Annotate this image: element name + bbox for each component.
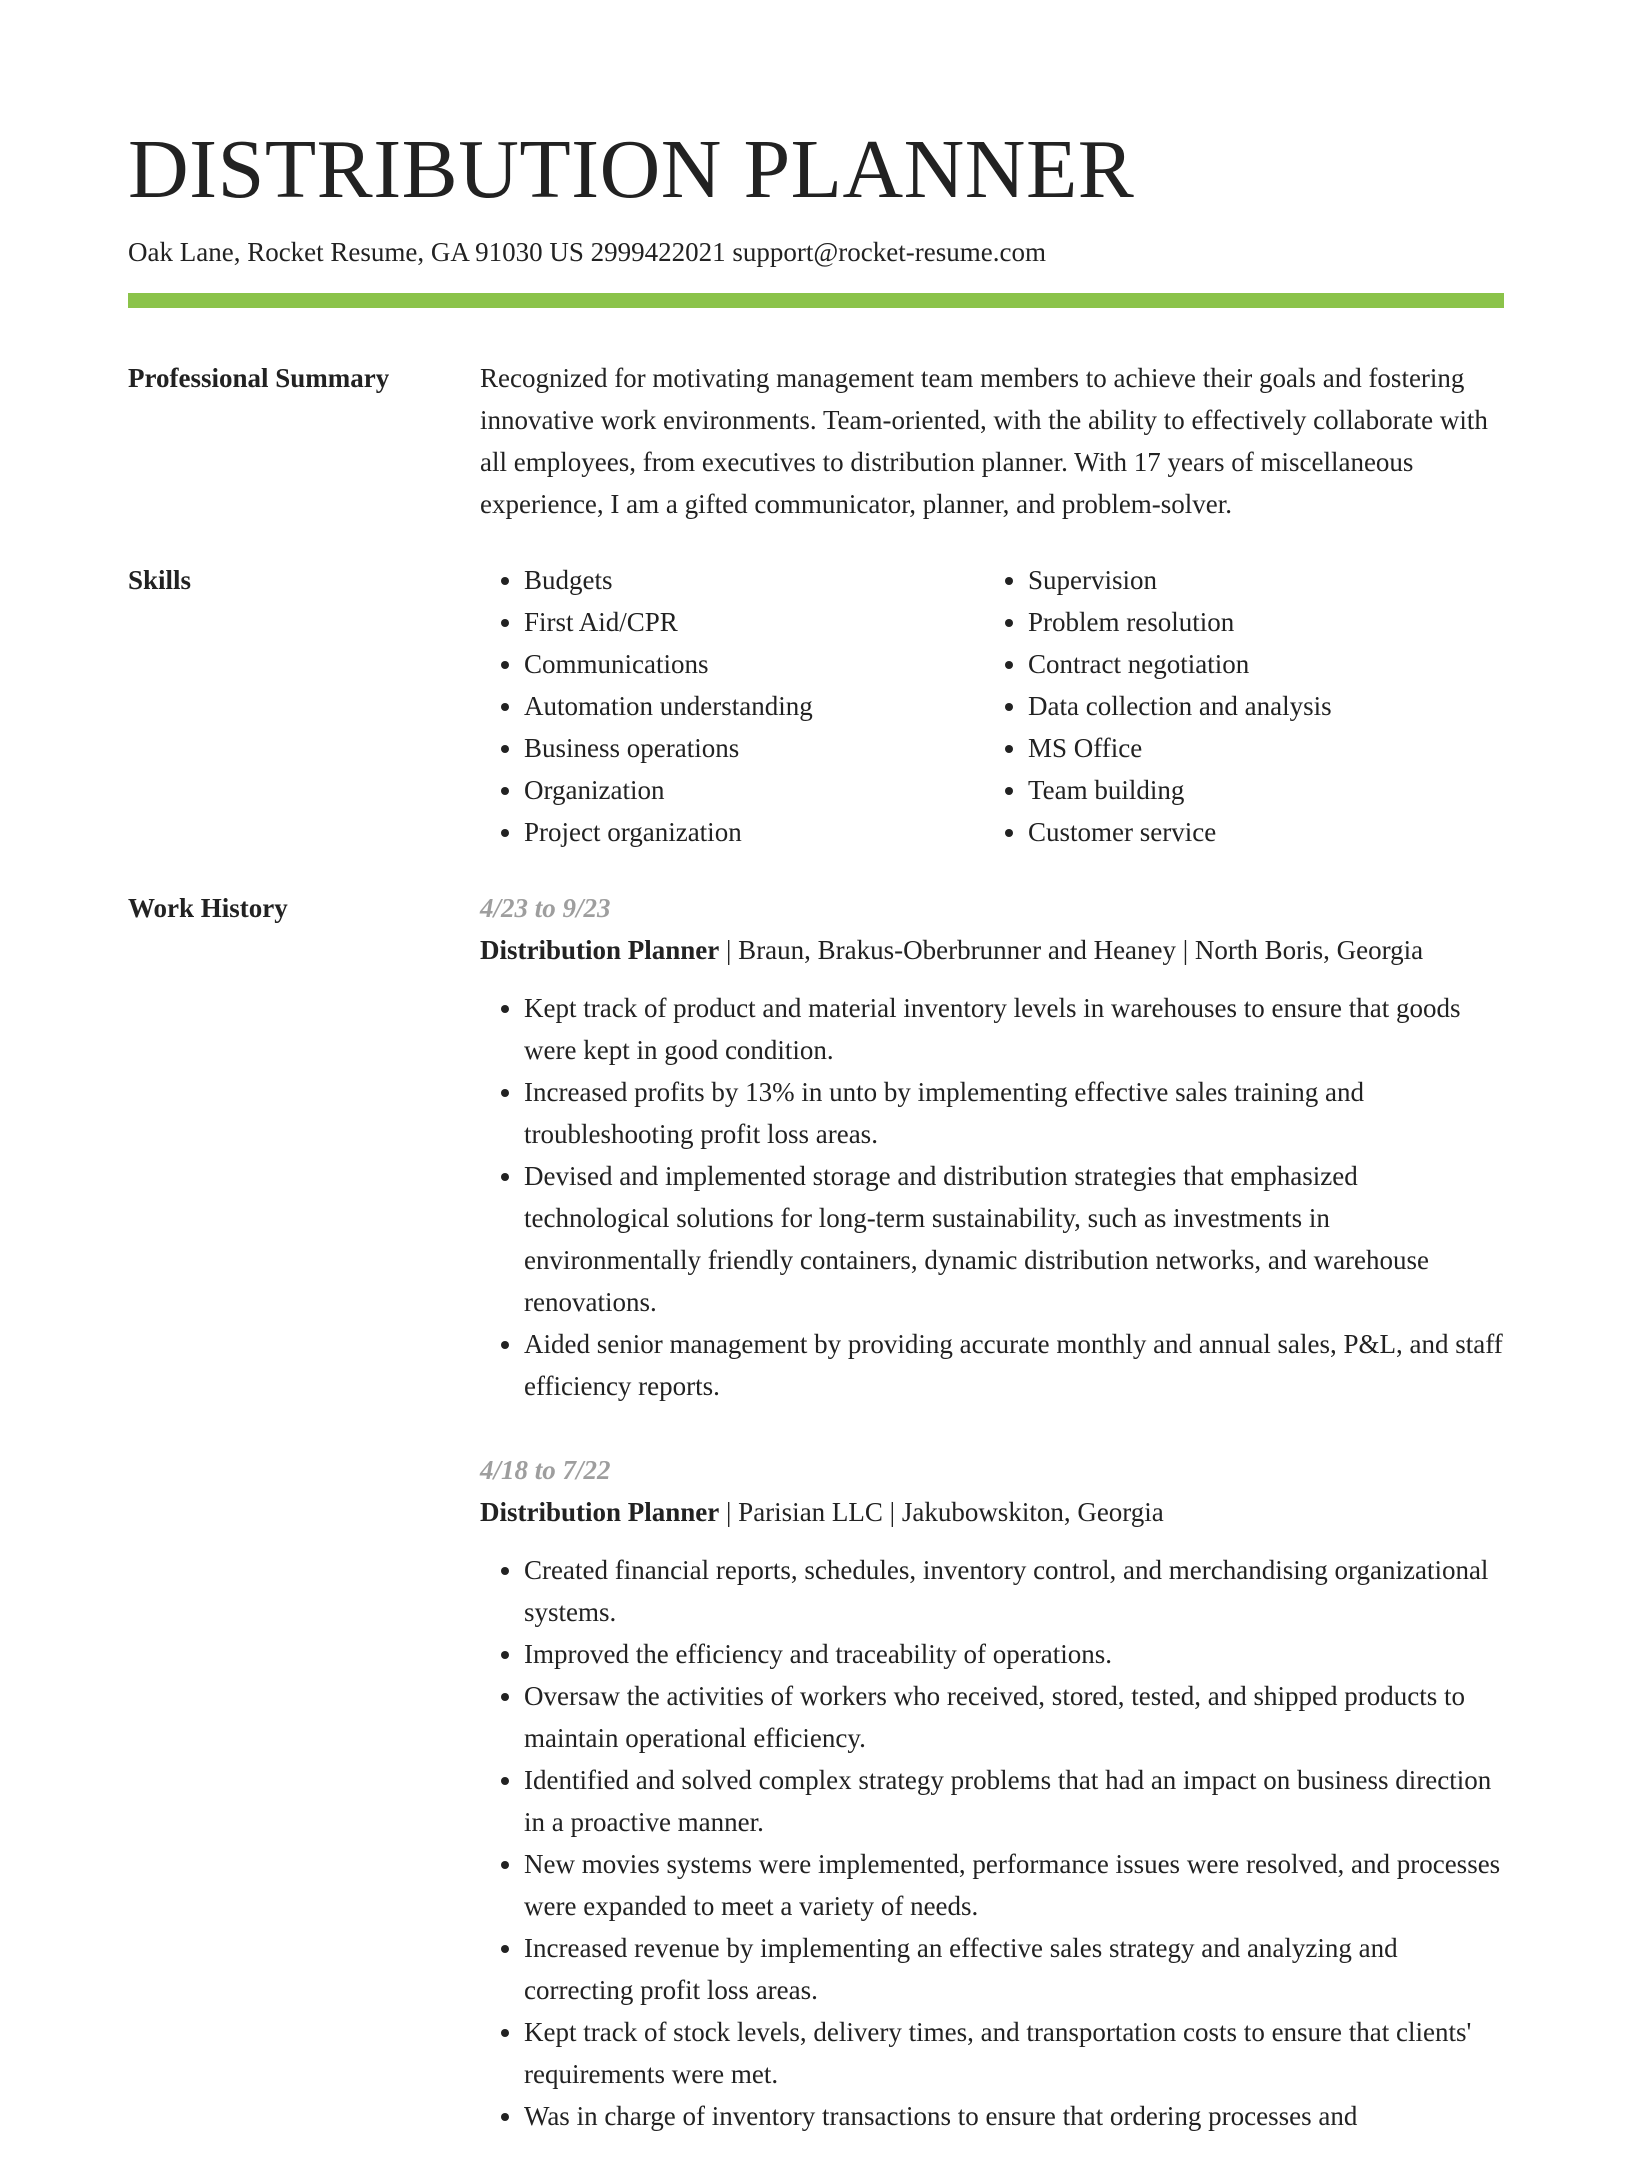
job-bullets bbox=[480, 1549, 1504, 2137]
job-bullet: • Increased revenue by implementing an effective sales strategy and analyzing and correcting profit loss areas. bbox=[524, 1927, 1504, 2011]
skill-item: • Organization bbox=[524, 769, 984, 811]
header-divider bbox=[128, 293, 1504, 308]
skill-item: • Project organization bbox=[524, 811, 984, 853]
job-title-line bbox=[480, 1491, 1504, 1533]
job-bullet: • New movies systems were implemented, performance issues were resolved, and processes were expanded to meet a variety of needs. bbox=[524, 1843, 1504, 1927]
job-title: Distribution Planner bbox=[480, 935, 720, 965]
skill-item: • MS Office bbox=[1028, 727, 1528, 769]
job-bullet: • Kept track of stock levels, delivery times, and transportation costs to ensure that clients' requirements were met. bbox=[524, 2011, 1504, 2095]
job-entry bbox=[480, 887, 1504, 1407]
skill-item: • Problem resolution bbox=[1028, 601, 1528, 643]
job-title: Distribution Planner bbox=[480, 1497, 720, 1527]
skill-item: • Automation understanding bbox=[524, 685, 984, 727]
skill-item: • Team building bbox=[1028, 769, 1528, 811]
resume-page bbox=[128, 118, 1504, 2179]
skill-item: • Communications bbox=[524, 643, 984, 685]
skills-section bbox=[128, 559, 1504, 853]
job-bullet: • Identified and solved complex strategy problems that had an impact on business direction in a proactive manner. bbox=[524, 1759, 1504, 1843]
skill-item: • Supervision bbox=[1028, 559, 1528, 601]
work-history-heading: Work History bbox=[128, 893, 288, 923]
job-bullet: • Devised and implemented storage and distribution strategies that emphasized technological solutions for long-term sustainability, such as investments in environmentally friendly containers, dynamic distribution networks, and warehouse renovations. bbox=[524, 1155, 1504, 1323]
summary-heading: Professional Summary bbox=[128, 363, 390, 393]
skills-list-right bbox=[984, 559, 1528, 853]
skills-list-left bbox=[480, 559, 984, 853]
skill-item: • Customer service bbox=[1028, 811, 1528, 853]
job-bullet: • Created financial reports, schedules, inventory control, and merchandising organizational systems. bbox=[524, 1549, 1504, 1633]
work-history-section bbox=[128, 887, 1504, 2179]
skill-item: • Data collection and analysis bbox=[1028, 685, 1528, 727]
job-bullet: • Increased profits by 13% in unto by implementing effective sales training and troubleshooting profit loss areas. bbox=[524, 1071, 1504, 1155]
job-entry bbox=[480, 1449, 1504, 2137]
job-details: | Braun, Brakus-Oberbrunner and Heaney | North Boris, Georgia bbox=[719, 935, 1424, 965]
job-details: | Parisian LLC | Jakubowskiton, Georgia bbox=[719, 1497, 1164, 1527]
job-dates: 4/18 to 7/22 bbox=[480, 1455, 611, 1485]
job-bullet: • Was in charge of inventory transactions to ensure that ordering processes and bbox=[524, 2095, 1504, 2137]
skill-item: • Budgets bbox=[524, 559, 984, 601]
summary-text: Recognized for motivating management team members to achieve their goals and fostering innovative work environments. Team-oriented, with the ability to effectively collaborate with all employees, from executives to distribution planner. With 17 years of miscellaneous experience, I am a gifted communicator, planner, and problem-solver. bbox=[480, 363, 1488, 519]
skills-heading: Skills bbox=[128, 565, 192, 595]
job-bullets bbox=[480, 987, 1504, 1407]
job-bullet: • Kept track of product and material inventory levels in warehouses to ensure that goods were kept in good condition. bbox=[524, 987, 1504, 1071]
summary-section bbox=[128, 357, 1504, 525]
job-bullet: • Improved the efficiency and traceability of operations. bbox=[524, 1633, 1504, 1675]
skill-item: • Contract negotiation bbox=[1028, 643, 1528, 685]
job-bullet: • Aided senior management by providing accurate monthly and annual sales, P&L, and staff efficiency reports. bbox=[524, 1323, 1504, 1407]
contact-line: Oak Lane, Rocket Resume, GA 91030 US 2999422021 support@rocket-resume.com bbox=[128, 237, 1046, 267]
skill-item: • Business operations bbox=[524, 727, 984, 769]
skill-item: • First Aid/CPR bbox=[524, 601, 984, 643]
job-dates: 4/23 to 9/23 bbox=[480, 893, 611, 923]
job-bullet: • Oversaw the activities of workers who received, stored, tested, and shipped products to maintain operational efficiency. bbox=[524, 1675, 1504, 1759]
resume-name: DISTRIBUTION PLANNER bbox=[128, 123, 1135, 216]
job-title-line bbox=[480, 929, 1504, 971]
